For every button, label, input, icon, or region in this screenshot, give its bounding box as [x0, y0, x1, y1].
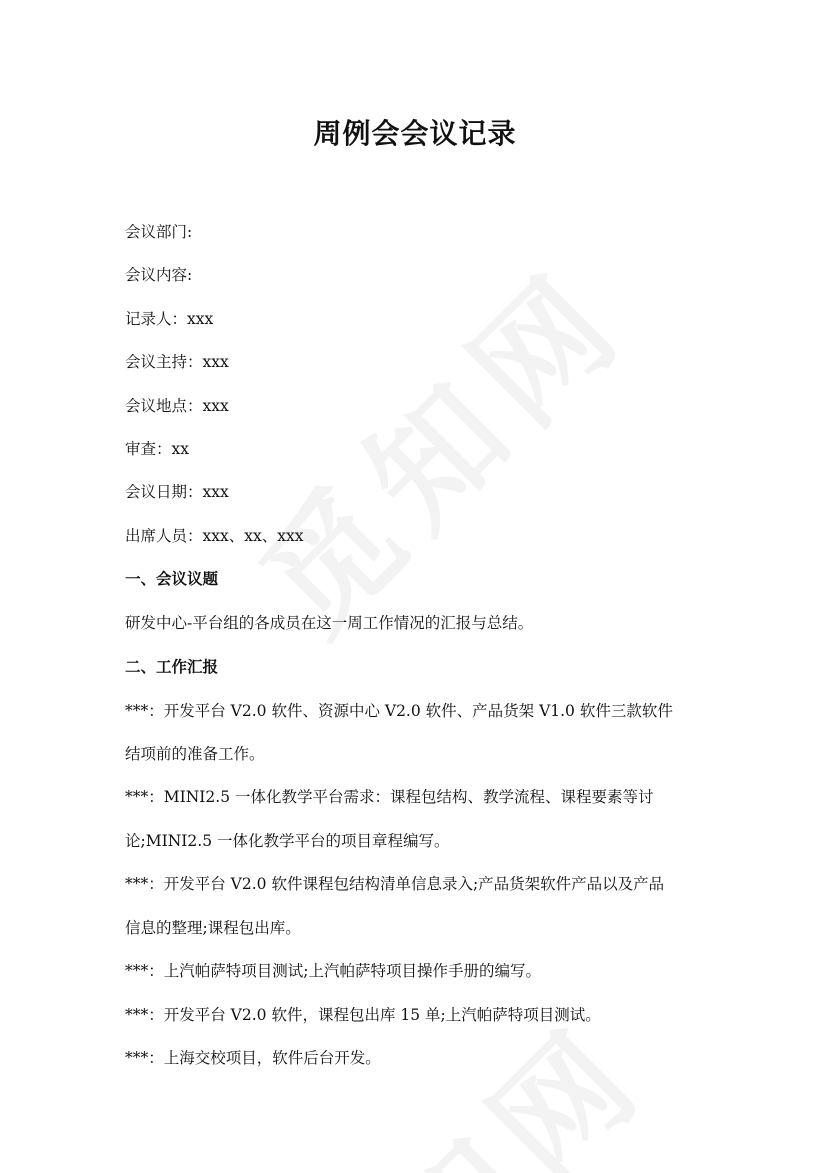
meeting-attendees: 出席人员：xxx、xx、xxx	[125, 527, 304, 545]
meeting-location: 会议地点：xxx	[125, 397, 229, 415]
meeting-review: 审查：xx	[125, 440, 189, 458]
section-heading-report: 二、工作汇报	[125, 658, 219, 676]
meeting-department: 会议部门:	[125, 223, 193, 241]
report-line: 信息的整理;课程包出库。	[125, 919, 301, 937]
report-line: ***：开发平台 V2.0 软件课程包结构清单信息录入;产品货架软件产品以及产品	[125, 875, 665, 893]
meeting-recorder: 记录人：xxx	[125, 310, 214, 328]
meeting-content: 会议内容:	[125, 266, 193, 284]
meeting-host: 会议主持：xxx	[125, 353, 229, 371]
report-line: 论;MINI2.5 一体化教学平台的项目章程编写。	[125, 832, 450, 850]
report-line: ***：开发平台 V2.0 软件、资源中心 V2.0 软件、产品货架 V1.0 软件三款软件	[125, 702, 673, 720]
report-line: 结项前的准备工作。	[125, 745, 265, 763]
meeting-date: 会议日期：xxx	[125, 483, 229, 501]
topic-text: 研发中心-平台组的各成员在这一周工作情况的汇报与总结。	[125, 614, 534, 632]
section-heading-topic: 一、会议议题	[125, 570, 219, 588]
report-line: ***：开发平台 V2.0 软件，课程包出库 15 单;上汽帕萨特项目测试。	[125, 1006, 601, 1024]
report-line: ***：上海交校项目，软件后台开发。	[125, 1049, 381, 1067]
document-title: 周例会会议记录	[313, 117, 517, 150]
report-line: ***：MINI2.5 一体化教学平台需求：课程包结构、教学流程、课程要素等讨	[125, 788, 654, 806]
report-line: ***：上汽帕萨特项目测试;上汽帕萨特项目操作手册的编写。	[125, 962, 541, 980]
